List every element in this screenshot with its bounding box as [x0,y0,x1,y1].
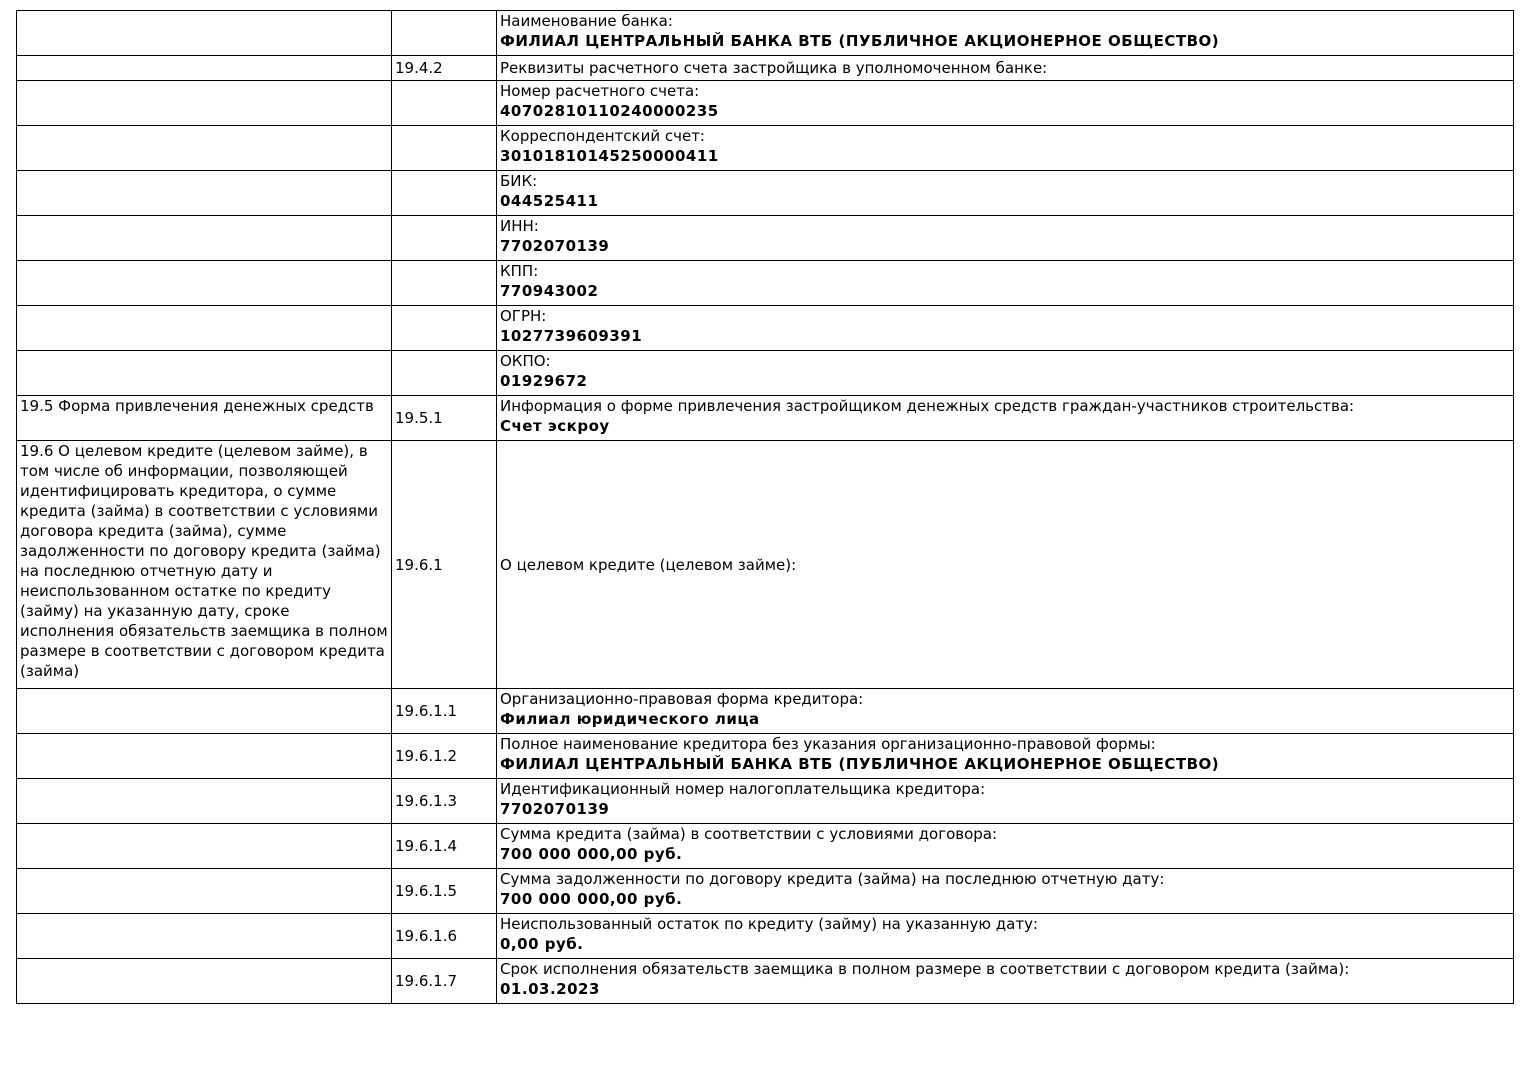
field-value: Счет эскроу [500,417,610,435]
field-label: Организационно-правовая форма кредитора: [500,690,864,708]
table-row [17,56,1514,81]
item-code: 19.6.1.6 [395,927,458,945]
field-label: Наименование банка: [500,12,673,30]
content-cell [497,11,1514,56]
item-code: 19.6.1 [395,555,443,574]
content-cell [497,261,1514,306]
content-cell [497,824,1514,869]
table-row [17,689,1514,734]
code-cell [392,351,497,396]
field-label: О целевом кредите (целевом займе): [500,555,797,574]
code-cell [392,81,497,126]
table-row [17,306,1514,351]
item-code: 19.6.1.3 [395,792,458,810]
content-cell [497,306,1514,351]
section-cell [17,734,392,779]
content-cell [497,56,1514,81]
section-cell [17,779,392,824]
field-value: 7702070139 [500,237,610,255]
section-cell [17,689,392,734]
code-cell [392,779,497,824]
table-row [17,959,1514,1004]
table-row [17,824,1514,869]
section-title: 19.5 Форма привлечения денежных средств [20,397,374,415]
item-code: 19.6.1.4 [395,837,458,855]
field-label: ОГРН: [500,307,547,325]
field-value: 40702810110240000235 [500,102,719,120]
section-cell [17,81,392,126]
field-label: Информация о форме привлечения застройщиком денежных средств граждан-участников строительства: [500,397,1355,415]
table-row [17,396,1514,441]
item-code: 19.6.1.1 [395,702,458,720]
field-value: 700 000 000,00 руб. [500,845,683,863]
code-cell [392,689,497,734]
content-cell [497,914,1514,959]
table-row [17,914,1514,959]
content-cell [497,734,1514,779]
content-cell [497,959,1514,1004]
field-label: Номер расчетного счета: [500,82,700,100]
table-row [17,779,1514,824]
section-cell [17,914,392,959]
field-value: Филиал юридического лица [500,710,760,728]
table-row [17,11,1514,56]
section-cell [17,261,392,306]
code-cell [392,216,497,261]
code-cell [392,11,497,56]
field-value: ФИЛИАЛ ЦЕНТРАЛЬНЫЙ БАНКА ВТБ (ПУБЛИЧНОЕ АКЦИОНЕРНОЕ ОБЩЕСТВО) [500,32,1220,50]
code-cell [392,824,497,869]
field-value: 1027739609391 [500,327,643,345]
field-label: Реквизиты расчетного счета застройщика в уполномоченном банке: [500,59,1048,77]
code-cell [392,869,497,914]
code-cell [392,56,497,81]
field-label: Сумма кредита (займа) в соответствии с условиями договора: [500,825,998,843]
code-cell [392,126,497,171]
field-label: Полное наименование кредитора без указания организационно-правовой формы: [500,735,1156,753]
field-value: 700 000 000,00 руб. [500,890,683,908]
field-label: Сумма задолженности по договору кредита (займа) на последнюю отчетную дату: [500,870,1165,888]
content-cell [497,171,1514,216]
item-code: 19.4.2 [395,59,443,77]
table-row [17,261,1514,306]
content-cell [497,216,1514,261]
code-cell [392,171,497,216]
content-cell [497,689,1514,734]
table-row [17,351,1514,396]
section-cell [17,869,392,914]
field-value: 01.03.2023 [500,980,600,998]
section-cell [17,396,392,441]
code-cell [392,396,497,441]
code-cell [392,914,497,959]
field-value: 770943002 [500,282,599,300]
content-cell [497,441,1514,689]
section-cell [17,351,392,396]
field-label: ИНН: [500,217,539,235]
field-value: ФИЛИАЛ ЦЕНТРАЛЬНЫЙ БАНКА ВТБ (ПУБЛИЧНОЕ АКЦИОНЕРНОЕ ОБЩЕСТВО) [500,755,1220,773]
section-title: 19.6 О целевом кредите (целевом займе), в том числе об информации, позволяющей идентифицировать кредитора, о сумме кредита (займа) в соответствии с условиями договора кредита (займа), сумме задолженности по договору кредита (займа) на последнюю отчетную дату и неиспользованном остатке по кредиту (займу) на указанную дату, сроке исполнения обязательств заемщика в полном размере в соответствии с договором кредита (займа) [20,442,388,680]
item-code: 19.5.1 [395,409,443,427]
table-row [17,734,1514,779]
section-cell [17,959,392,1004]
section-cell [17,126,392,171]
table-row [17,441,1514,689]
content-cell [497,869,1514,914]
field-value: 01929672 [500,372,588,390]
item-code: 19.6.1.5 [395,882,458,900]
section-cell [17,11,392,56]
field-value: 7702070139 [500,800,610,818]
field-label: Корреспондентский счет: [500,127,705,145]
field-label: КПП: [500,262,539,280]
field-value: 30101810145250000411 [500,147,719,165]
section-cell [17,441,392,689]
field-label: Неиспользованный остаток по кредиту (займу) на указанную дату: [500,915,1039,933]
item-code: 19.6.1.7 [395,972,458,990]
table-row [17,171,1514,216]
field-label: Срок исполнения обязательств заемщика в полном размере в соответствии с договором кредита (займа): [500,960,1350,978]
table-row [17,869,1514,914]
section-cell [17,824,392,869]
code-cell [392,441,497,689]
section-cell [17,306,392,351]
field-label: ОКПО: [500,352,551,370]
content-cell [497,126,1514,171]
code-cell [392,306,497,351]
disclosure-table [16,10,1514,1004]
table-row [17,81,1514,126]
code-cell [392,959,497,1004]
field-label: Идентификационный номер налогоплательщика кредитора: [500,780,986,798]
section-cell [17,171,392,216]
content-cell [497,779,1514,824]
code-cell [392,734,497,779]
table-row [17,216,1514,261]
content-cell [497,81,1514,126]
section-cell [17,56,392,81]
code-cell [392,261,497,306]
field-value: 0,00 руб. [500,935,584,953]
item-code: 19.6.1.2 [395,747,458,765]
field-label: БИК: [500,172,538,190]
table-row [17,126,1514,171]
content-cell [497,396,1514,441]
content-cell [497,351,1514,396]
field-value: 044525411 [500,192,599,210]
section-cell [17,216,392,261]
